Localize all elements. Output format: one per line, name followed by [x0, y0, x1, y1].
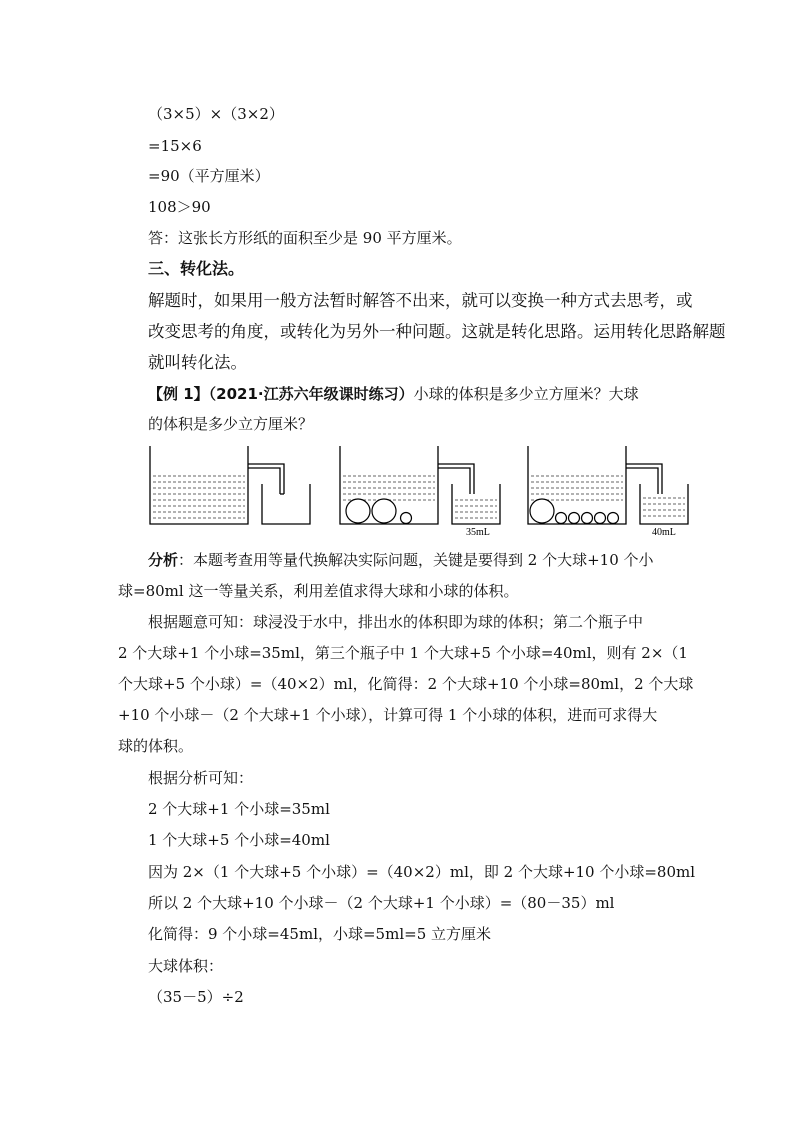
solution-line-7: 大球体积： [148, 957, 224, 975]
example-question-1: 小球的体积是多少立方厘米？大球 [413, 385, 639, 403]
small-ball [401, 513, 412, 524]
example-tag: 【例 1】（2021·江苏六年级课时练习） [148, 385, 414, 403]
small-ball [595, 513, 606, 524]
solution-line-5: 所以 2 个大球+10 个小球－（2 个大球+1 个小球）=（80－35）ml [148, 894, 615, 912]
small-ball [556, 513, 567, 524]
line-1: （3×5）×（3×2） [148, 105, 284, 123]
para2-line-5: 球的体积。 [118, 737, 194, 755]
example-line-1 [148, 384, 639, 404]
label-35ml: 35mL [466, 527, 490, 538]
example-line-2: 的体积是多少立方厘米？ [148, 415, 314, 433]
small-ball [569, 513, 580, 524]
para2-line-3: 个大球+5 个小球）=（40×2）ml，化简得：2 个大球+10 个小球=80ml，2 个大球 [118, 675, 694, 693]
solution-line-1: 根据分析可知： [148, 769, 254, 787]
solution-line-8: （35－5）÷2 [148, 988, 244, 1006]
solution-line-3: 1 个大球+5 个小球=40ml [148, 831, 330, 849]
solution-line-4: 因为 2×（1 个大球+5 个小球）=（40×2）ml，即 2 个大球+10 个小球=80ml [148, 863, 696, 881]
analysis-line-1 [148, 550, 654, 570]
label-40ml: 40mL [652, 527, 676, 538]
intro-3: 就叫转化法。 [148, 353, 247, 372]
big-ball [372, 499, 396, 523]
intro-2: 改变思考的角度，或转化为另外一种问题。这就是转化思路。运用转化思路解题 [148, 322, 726, 341]
solution-line-2: 2 个大球+1 个小球=35ml [148, 800, 330, 818]
analysis-text-1: ：本题考查用等量代换解决实际问题，关键是要得到 2 个大球+10 个小 [178, 551, 654, 569]
intro-1-text: 解题时，如果用一般方法暂时解答不出来，就可以变换一种方式去思考，或 [148, 291, 693, 310]
para2-line-1: 根据题意可知：球浸没于水中，排出水的体积即为球的体积；第二个瓶子中 [148, 613, 644, 631]
intro-1 [148, 291, 693, 311]
analysis-label: 分析 [148, 551, 179, 569]
analysis-line-2: 球=80ml 这一等量关系，利用差值求得大球和小球的体积。 [118, 582, 519, 600]
para2-line-2: 2 个大球+1 个小球=35ml，第三个瓶子中 1 个大球+5 个小球=40ml，则有 2×（1 [118, 644, 688, 662]
line-3: =90（平方厘米） [148, 167, 270, 185]
para2-line-4: +10 个小球－（2 个大球+1 个小球），计算可得 1 个小球的体积，进而可求得大 [118, 706, 658, 724]
line-4: 108＞90 [148, 198, 211, 216]
small-ball [582, 513, 593, 524]
small-ball [608, 513, 619, 524]
section-heading: 三、转化法。 [148, 259, 245, 278]
answer-line: 答：这张长方形纸的面积至少是 90 平方厘米。 [148, 229, 462, 247]
big-ball [530, 499, 554, 523]
ball-displacement-figure [140, 440, 700, 540]
big-ball [346, 499, 370, 523]
line-2: =15×6 [148, 137, 202, 155]
solution-line-6: 化简得：9 个小球=45ml，小球=5ml=5 立方厘米 [148, 925, 492, 943]
